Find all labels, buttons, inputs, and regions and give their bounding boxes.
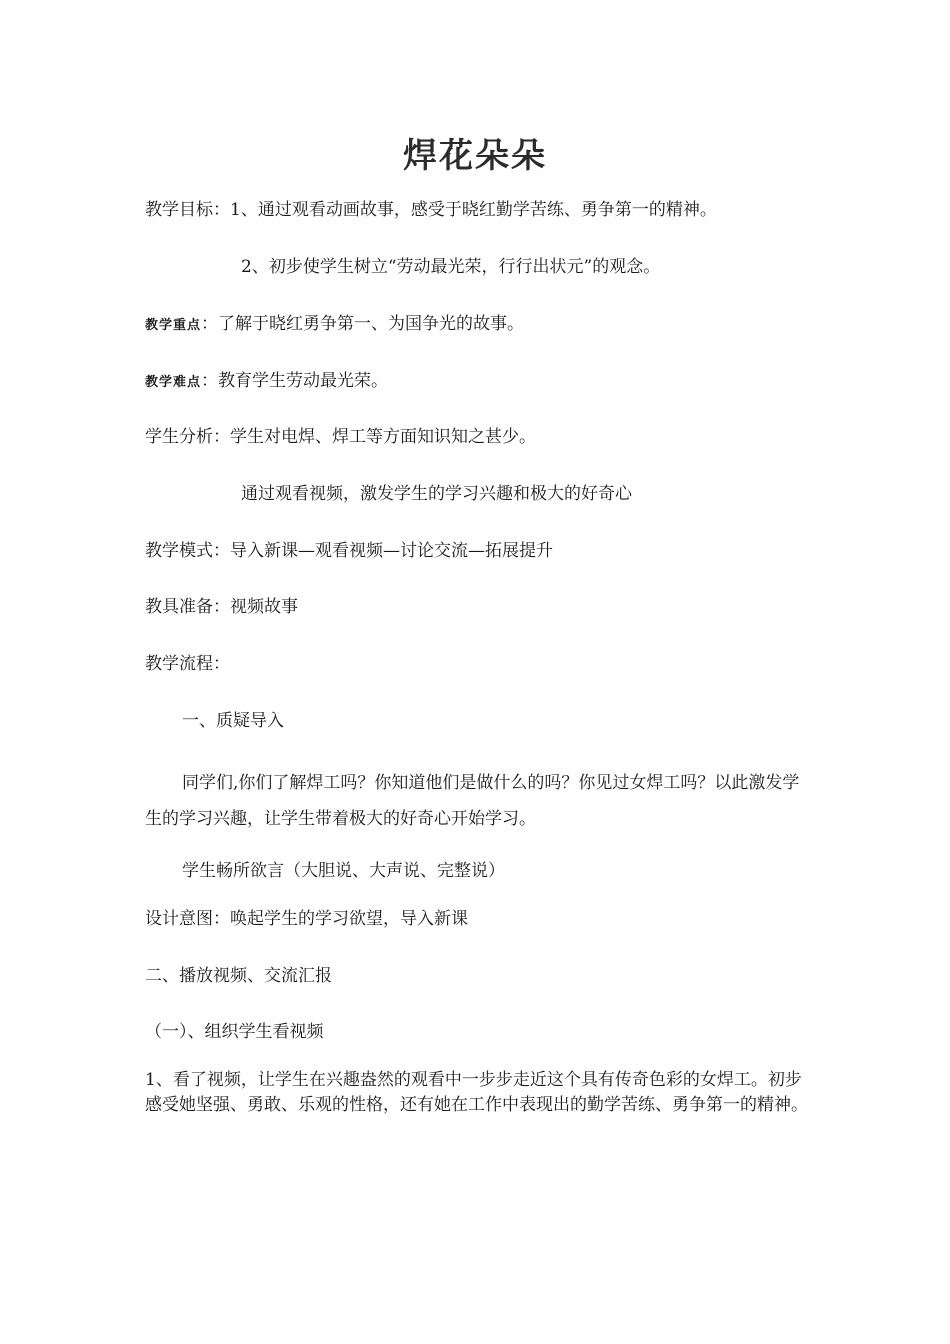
subsection-1-heading: （一）、组织学生看视频 bbox=[145, 1022, 324, 1042]
teaching-key-line bbox=[145, 312, 524, 338]
teaching-difficulty-line bbox=[145, 369, 388, 395]
paragraph-intro: 同学们,你们了解焊工吗？你知道他们是做什么的吗？你见过女焊工吗？以此激发学生的学习兴趣，让学生带着极大的好奇心开始学习。 bbox=[145, 773, 800, 829]
student-analysis-2: 通过观看视频，激发学生的学习兴趣和极大的好奇心 bbox=[241, 484, 632, 504]
student-analysis-label: 学生分析： bbox=[145, 427, 230, 447]
students-talk: 学生畅所欲言（大胆说、大声说、完整说） bbox=[182, 861, 505, 881]
student-analysis-1: 学生对电焊、焊工等方面知识知之甚少。 bbox=[230, 427, 536, 447]
teaching-tools: 教具准备：视频故事 bbox=[145, 597, 298, 617]
student-analysis-line bbox=[145, 425, 536, 449]
teaching-difficulty-text: ：教育学生劳动最光荣。 bbox=[201, 371, 389, 391]
teaching-key-label: 教学重点 bbox=[145, 318, 202, 333]
section-2-heading: 二、播放视频、交流汇报 bbox=[145, 966, 332, 986]
design-intent: 设计意图：唤起学生的学习欲望，导入新课 bbox=[145, 909, 468, 929]
teaching-goals-line bbox=[145, 198, 717, 222]
teaching-goals-label: 教学目标： bbox=[145, 200, 230, 220]
document-title: 焊花朵朵 bbox=[403, 136, 547, 176]
teaching-difficulty-label: 教学难点 bbox=[145, 375, 202, 390]
teaching-process-heading: 教学流程： bbox=[145, 654, 230, 674]
teaching-mode: 教学模式：导入新课—观看视频—讨论交流—拓展提升 bbox=[145, 541, 553, 561]
teaching-key-text: ：了解于晓红勇争第一、为国争光的故事。 bbox=[201, 314, 525, 334]
section-1-heading: 一、质疑导入 bbox=[182, 711, 284, 731]
teaching-goal-1: 1、通过观看动画故事，感受于晓红勤学苦练、勇争第一的精神。 bbox=[230, 200, 717, 220]
paragraph-video: 1、看了视频，让学生在兴趣盎然的观看中一步步走近这个具有传奇色彩的女焊工。初步感受她坚强、勇敢、乐观的性格，还有她在工作中表现出的勤学苦练、勇争第一的精神。 bbox=[145, 1070, 808, 1115]
teaching-goal-2: 2、初步使学生树立“劳动最光荣，行行出状元”的观念。 bbox=[241, 257, 661, 277]
